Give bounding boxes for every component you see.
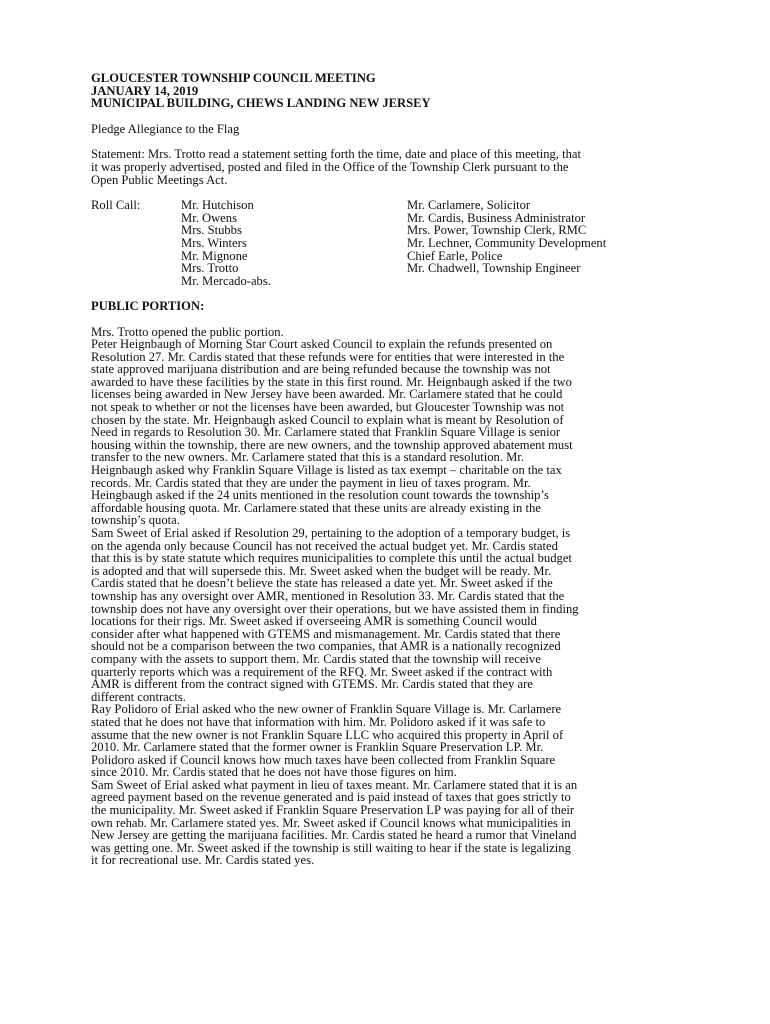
public-portion-line: awarded to have these facilities by the state in this first round. Mr. Heignbaugh asked if the two [91, 374, 572, 389]
council-member: Mrs. Stubbs [181, 223, 242, 238]
council-member: Mr. Hutchison [181, 198, 254, 213]
public-portion-line: on the agenda only because Council has not received the actual budget yet. Mr. Cardis stated [91, 538, 558, 553]
pledge-text: Pledge Allegiance to the Flag [91, 121, 240, 136]
heading-location: MUNICIPAL BUILDING, CHEWS LANDING NEW JERSEY [91, 96, 431, 111]
heading-title: GLOUCESTER TOWNSHIP COUNCIL MEETING [91, 71, 376, 85]
public-portion-line: Sam Sweet of Erial asked if Resolution 29, pertaining to the adoption of a temporary budget, is [91, 526, 571, 540]
public-portion-title: PUBLIC PORTION: [91, 299, 205, 314]
public-portion-line: licenses being awarded in New Jersey have been awarded. Mr. Carlamere stated that he could [91, 387, 563, 402]
public-portion-line: township has any oversight over AMR, mentioned in Resolution 33. Mr. Cardis stated that the [91, 588, 565, 603]
statement-line: it was properly advertised, posted and filed in the Office of the Township Clerk pursuant to the [91, 159, 569, 174]
public-portion-line: Heingbaugh asked if the 24 units mentioned in the resolution count towards the township’s [91, 488, 549, 503]
public-portion-line: township’s quota. [91, 513, 180, 528]
public-portion-line: chosen by the state. Mr. Heignbaugh asked Council to explain what is meant by Resolution of [91, 412, 564, 427]
public-portion-line: Sam Sweet of Erial asked what payment in lieu of taxes meant. Mr. Carlamere stated that it is an [91, 777, 578, 792]
public-portion-line: the municipality. Mr. Sweet asked if Franklin Square Preservation LP was paying for all of their [91, 803, 575, 818]
public-portion-line: was getting one. Mr. Sweet asked if the township is still waiting to hear if the state is legalizing [91, 840, 571, 855]
statement-line: Open Public Meetings Act. [91, 172, 228, 187]
public-portion-line: New Jersey are getting the marijuana facilities. Mr. Cardis stated he heard a rumor that Vineland [91, 828, 577, 843]
public-portion-line: Heignbaugh asked why Franklin Square Village is listed as tax exempt – charitable on the tax [91, 463, 562, 478]
roll-call-council [181, 199, 407, 287]
council-member: Mr. Mercado-abs. [181, 273, 271, 288]
public-portion-line: quarterly reports which was a requirement of the RFQ. Mr. Sweet asked if the contract with [91, 664, 553, 679]
public-portion-line: AMR is different from the contract signed with GTEMS. Mr. Cardis stated that they are [91, 677, 533, 692]
staff-member: Mr. Chadwell, Township Engineer [407, 261, 581, 276]
public-portion-line: is adopted and that will supersede this. Mr. Sweet asked when the budget will be ready. Mr. [91, 563, 552, 578]
staff-member: Chief Earle, Police [407, 248, 503, 263]
roll-call [91, 199, 687, 287]
public-portion-line: Ray Polidoro of Erial asked who the new owner of Franklin Square Village is. Mr. Carlamere [91, 702, 562, 717]
public-portion-line: 2010. Mr. Carlamere stated that the former owner is Franklin Square Preservation LP. Mr. [91, 740, 544, 755]
public-portion-line: own rehab. Mr. Carlamere stated yes. Mr. Sweet asked if Council knows what municipalities in [91, 815, 571, 830]
public-portion-line: transfer to the new owners. Mr. Carlamere stated that this is a standard resolution. Mr. [91, 450, 524, 465]
document-page [91, 72, 687, 867]
council-member: Mr. Mignone [181, 248, 248, 263]
public-portion-line: township does not have any oversight over their operations, but we have assisted them in finding [91, 601, 579, 616]
roll-call-staff [407, 199, 687, 287]
public-portion-line: should not be a comparison between the two companies, that AMR is a nationally recognized [91, 639, 561, 654]
staff-member: Mr. Lechner, Community Development [407, 235, 607, 250]
public-portion-line: assume that the new owner is not Franklin Square LLC who acquired this property in April of [91, 727, 564, 742]
public-portion-line: stated that he does not have that information with him. Mr. Polidoro asked if it was safe to [91, 714, 546, 729]
document-heading [91, 72, 687, 110]
public-portion-line: affordable housing quota. Mr. Carlamere stated that these units are already existing in the [91, 500, 541, 515]
public-portion-line: locations for their rigs. Mr. Sweet asked if overseeing AMR is something Council would [91, 614, 537, 629]
staff-member: Mr. Carlamere, Solicitor [407, 198, 531, 213]
public-portion-line: records. Mr. Cardis stated that they are under the payment in lieu of taxes program. Mr. [91, 475, 531, 490]
public-portion-line: Resolution 27. Mr. Cardis stated that these refunds were for entities that were interested in the [91, 349, 565, 364]
public-portion-line: not speak to whether or not the licenses have been awarded, but Gloucester Township was not [91, 400, 565, 415]
public-portion-line: Polidoro asked if Council knows how much taxes have been collected from Franklin Square [91, 752, 556, 767]
public-portion-line: since 2010. Mr. Cardis stated that he does not have those figures on him. [91, 765, 457, 780]
public-portion-line: different contracts. [91, 689, 186, 704]
public-portion-line: consider after what happened with GTEMS and mismanagement. Mr. Cardis stated that there [91, 626, 561, 641]
council-member: Mr. Owens [181, 210, 237, 225]
public-portion-line: it for recreational use. Mr. Cardis stated yes. [91, 853, 315, 868]
council-member: Mrs. Winters [181, 235, 247, 250]
public-portion-line: agreed payment based on the revenue generated and is paid instead of taxes that goes strictly to [91, 790, 571, 805]
public-portion-line: housing within the township, there are new owners, and the township approved abatement must [91, 437, 573, 452]
statement-paragraph [91, 148, 687, 186]
public-portion-line: Peter Heignbaugh of Morning Star Court asked Council to explain the refunds presented on [91, 337, 553, 352]
public-portion-line: state approved marijuana distribution and are being refunded because the township was not [91, 362, 551, 377]
public-portion-line: Cardis stated that he doesn’t believe the state has released a date yet. Mr. Sweet asked if the [91, 576, 553, 591]
public-portion-line: that this is by state statute which requires municipalities to complete this until the actual budget [91, 551, 572, 566]
public-portion-line: Mrs. Trotto opened the public portion. [91, 324, 284, 339]
public-portion-line: company with the assets to support them. Mr. Cardis stated that the township will receive [91, 651, 541, 666]
roll-call-label: Roll Call: [91, 198, 141, 213]
public-portion-body [91, 326, 687, 868]
council-member: Mrs. Trotto [181, 261, 239, 276]
statement-line: Statement: Mrs. Trotto read a statement setting forth the time, date and place of this meeting, that [91, 147, 581, 162]
heading-date: JANUARY 14, 2019 [91, 83, 199, 98]
staff-member: Mr. Cardis, Business Administrator [407, 210, 586, 225]
public-portion-line: Need in regards to Resolution 30. Mr. Carlamere stated that Franklin Square Village is senior [91, 425, 561, 440]
staff-member: Mrs. Power, Township Clerk, RMC [407, 223, 587, 238]
